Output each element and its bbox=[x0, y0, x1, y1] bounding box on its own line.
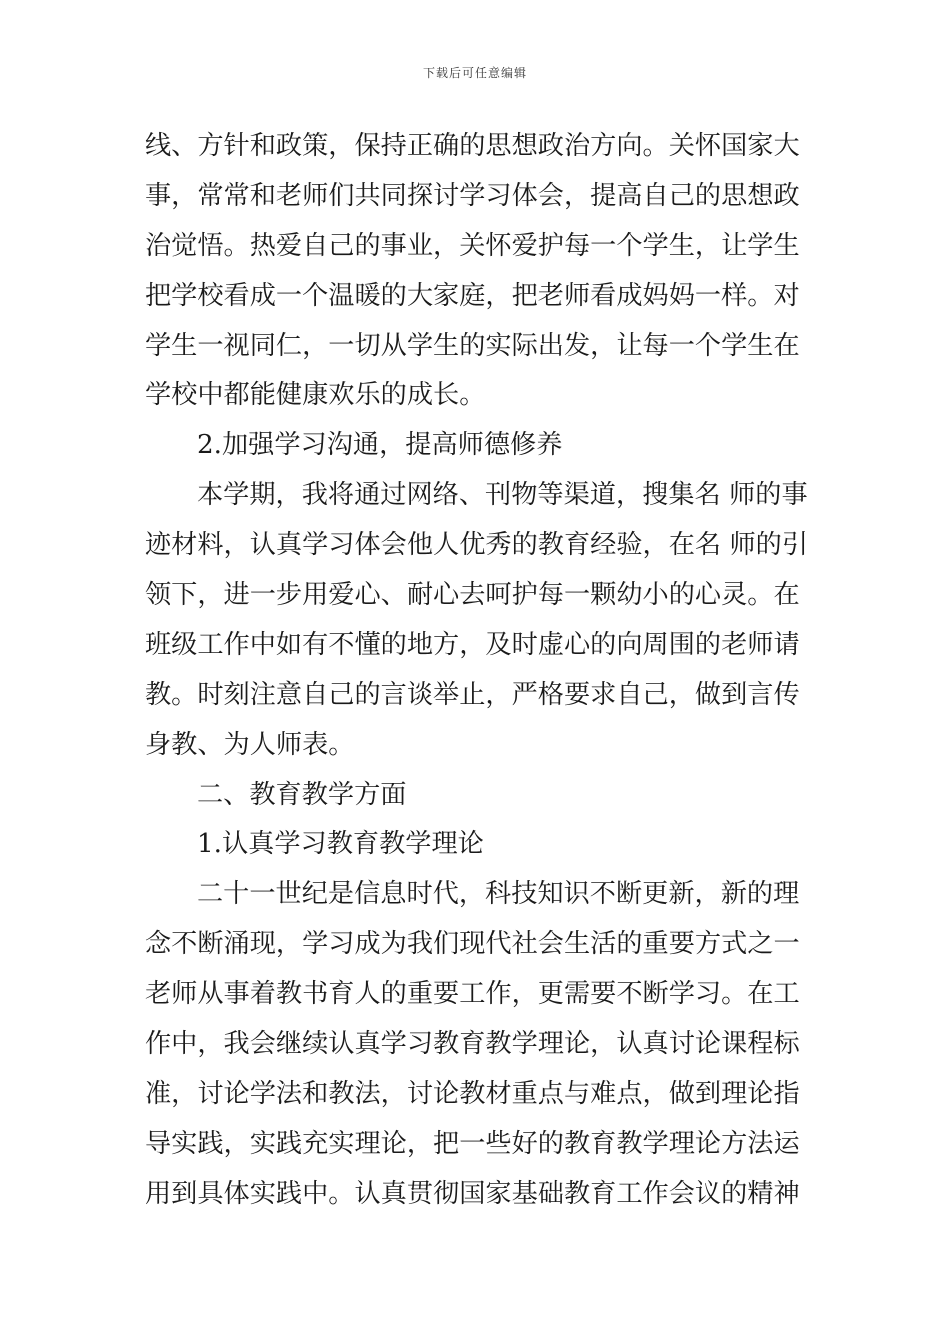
text-line: 准，讨论学法和教法，讨论教材重点与难点，做到理论指 bbox=[145, 1078, 800, 1109]
text-line: 教。时刻注意自己的言谈举止，严格要求自己，做到言传 bbox=[145, 679, 800, 710]
text-line: 班级工作中如有不懂的地方，及时虚心的向周围的老师请 bbox=[145, 629, 800, 660]
text-line: 作中，我会继续认真学习教育教学理论，认真讨论课程标 bbox=[145, 1029, 800, 1060]
section-heading: 1.认真学习教育教学理论 bbox=[197, 829, 484, 860]
text-line: 本学期，我将通过网络、刊物等渠道，搜集名 师的事 bbox=[197, 480, 808, 511]
text-line: 导实践，实践充实理论，把一些好的教育教学理论方法运 bbox=[145, 1128, 800, 1159]
section-heading: 二、教育教学方面 bbox=[197, 779, 407, 810]
text-line: 二十一世纪是信息时代，科技知识不断更新，新的理 bbox=[197, 879, 800, 910]
text-line: 念不断涌现，学习成为我们现代社会生活的重要方式之一 bbox=[145, 929, 800, 960]
text-line: 线、方针和政策，保持正确的思想政治方向。关怀国家大 bbox=[145, 131, 800, 161]
section-heading: 2.加强学习沟通，提高师德修养 bbox=[197, 430, 563, 461]
text-line: 事，常常和老师们共同探讨学习体会，提高自己的思想政 bbox=[145, 180, 800, 211]
text-line: 把学校看成一个温暖的大家庭，把老师看成妈妈一样。对 bbox=[145, 280, 800, 311]
text-line: 学生一视同仁，一切从学生的实际出发，让每一个学生在 bbox=[145, 330, 800, 361]
text-line: 学校中都能健康欢乐的成长。 bbox=[145, 380, 486, 411]
text-line: 身教、为人师表。 bbox=[145, 729, 355, 760]
text-line: 迹材料，认真学习体会他人优秀的教育经验，在名 师的引 bbox=[145, 530, 809, 561]
text-line: 用到具体实践中。认真贯彻国家基础教育工作会议的精神 bbox=[145, 1178, 800, 1209]
page-header: 下载后可任意编辑 bbox=[422, 66, 527, 80]
document-body bbox=[145, 122, 807, 1220]
text-line: 治觉悟。热爱自己的事业，关怀爱护每一个学生，让学生 bbox=[145, 230, 800, 261]
text-line: 老师从事着教书育人的重要工作，更需要不断学习。在工 bbox=[145, 979, 800, 1010]
text-line: 领下，进一步用爱心、耐心去呵护每一颗幼小的心灵。在 bbox=[145, 580, 800, 611]
